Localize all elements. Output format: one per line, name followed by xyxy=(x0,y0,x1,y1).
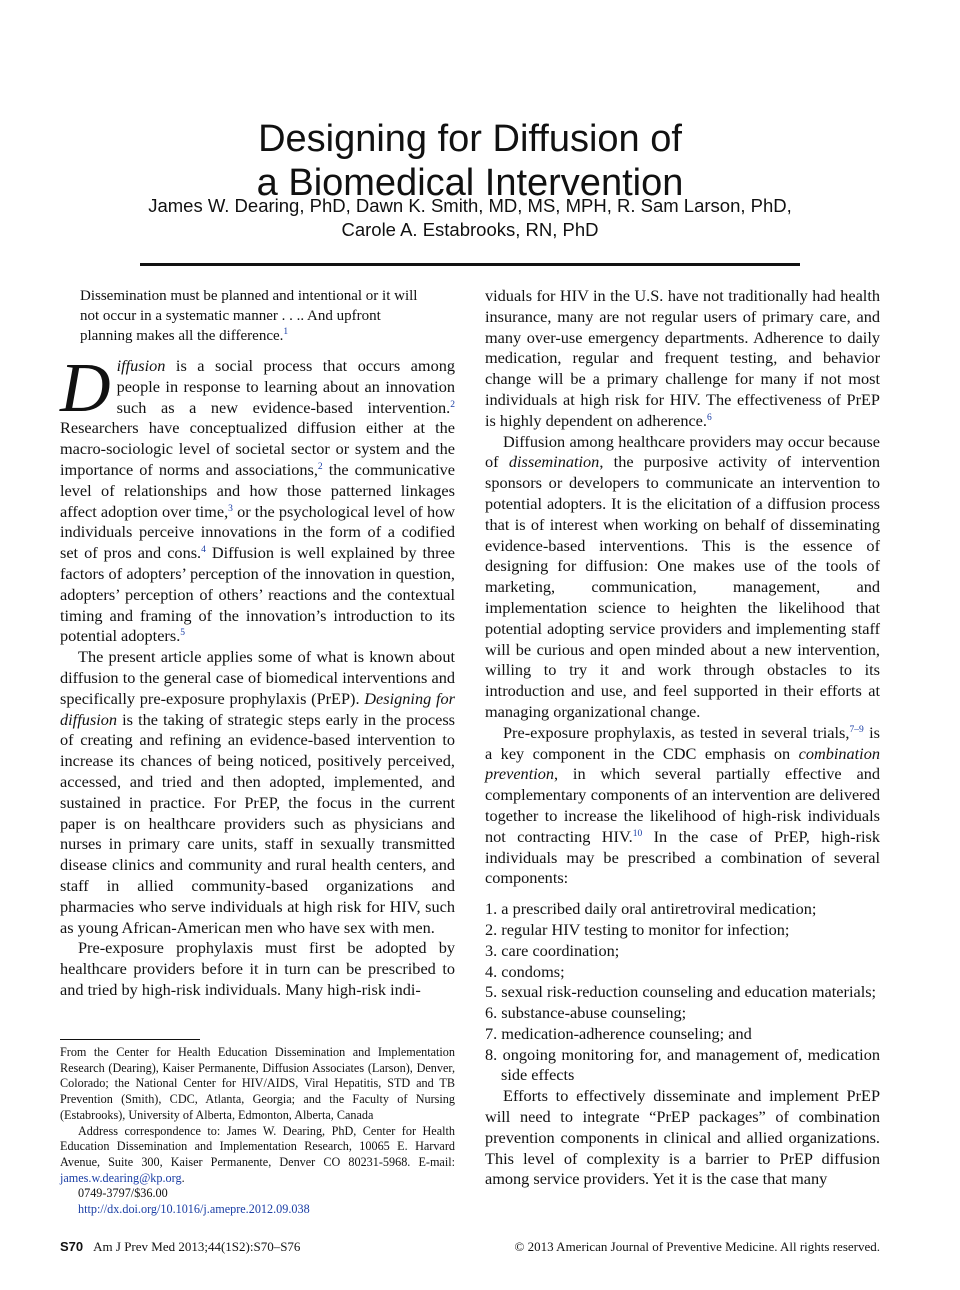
citation-ref[interactable]: 3 xyxy=(228,503,233,514)
email-link[interactable]: james.w.dearing@kp.org xyxy=(60,1170,182,1185)
title-line-1: Designing for Diffusion of xyxy=(258,118,682,161)
title-divider xyxy=(140,263,800,266)
italic-term: Designing for diffusion xyxy=(60,688,455,729)
citation-ref[interactable]: 4 xyxy=(201,545,206,556)
text-span: In the case of PrEP, high-risk individuals may be prescribed a combination of several components: xyxy=(485,826,881,888)
citation-ref[interactable]: 5 xyxy=(180,628,186,639)
citation-ref[interactable]: 7–9 xyxy=(849,724,864,735)
text-span: Diffusion is well explained by three factors of adopters’ perception of the innovation in question, adopters’ perception of others’ reactions and the contextual timing and framing of the innovation’s introduction to its potential adopters. xyxy=(60,543,455,646)
text-span: Pre-exposure prophylaxis, as tested in several trials, xyxy=(503,722,850,742)
list-item: 3. care coordination; xyxy=(485,940,620,960)
text-span: , in which several partially effective and complementary components of an intervention are delivered together to increase the likelihood of high-risk individuals not contracting HIV. xyxy=(485,764,880,846)
text-span: . xyxy=(181,1170,185,1185)
text-span: Diffusion among healthcare providers may occur because of xyxy=(485,431,880,472)
paragraph-prep xyxy=(485,723,880,889)
paragraph-2 xyxy=(60,647,455,938)
footnote-divider xyxy=(60,1039,200,1040)
list-item: 6. substance-abuse counseling; xyxy=(485,1003,687,1023)
article-title xyxy=(0,117,940,205)
citation-ref[interactable]: 10 xyxy=(632,828,643,839)
page-footer-left xyxy=(60,1238,300,1256)
affiliations-footnote xyxy=(60,1045,455,1218)
text-span: is a social process that occurs among people in response to learning about an innovation such as a new evidence-based intervention. xyxy=(116,356,455,417)
italic-term: combination prevention xyxy=(485,743,880,784)
doi-link[interactable]: http://dx.doi.org/10.1016/j.amepre.2012.09.038 xyxy=(78,1202,310,1217)
authors-line-1: James W. Dearing, PhD, Dawn K. Smith, MD, MS, MPH, R. Sam Larson, PhD, xyxy=(148,195,792,216)
citation-ref[interactable]: 1 xyxy=(283,327,289,337)
text-span: is a key component in the CDC emphasis on xyxy=(485,722,880,763)
paragraph-efforts: Efforts to effectively disseminate and implement PrEP will need to integrate “PrEP packages” of combination prevention components in clinical and allied organizations. This level of complexity is a barrier to PrEP diffusion among service providers. Yet it is the case that many xyxy=(485,1086,880,1189)
list-item: 5. sexual risk-reduction counseling and education materials; xyxy=(485,982,877,1002)
italic-term: iffusion xyxy=(116,356,166,375)
text-span: The present article applies some of what is known about diffusion to the general case of biomedical interventions and specifically pre-exposure prophylaxis (PrEP). xyxy=(60,647,455,708)
list-item: 4. condoms; xyxy=(485,961,565,981)
issn-price: 0749-3797/$36.00 xyxy=(78,1186,168,1201)
components-list xyxy=(485,899,880,1086)
citation-ref[interactable]: 6 xyxy=(706,412,712,423)
paragraph-dissemination xyxy=(485,432,880,723)
drop-cap: D xyxy=(60,350,111,427)
text-span: , the purposive activity of intervention sponsors or developers to communicate an intervention to potential adopters. It is the elicitation of a diffusion process that is of interest when working on behalf of disseminating evidence-based interventions. This is the essence of designing for diffusion: One makes use of the tools of marketing, communication, management, and implementation science to heighten the likelihood that potential adopting service providers and implementing staff will be curious and open minded about a new intervention, willing to try it and work through obstacles to its introduction and use, and feel supported in their efforts at managing organizational change. xyxy=(485,452,880,721)
text-span: Address correspondence to: James W. Dearing, PhD, Center for Health Education Dissemination and Implementation Research, 10065 E. Harvard Avenue, Suite 300, Kaiser Permanente, Denver CO 80231-5968. E-mail: xyxy=(60,1123,455,1169)
page-number: S70 xyxy=(60,1239,84,1254)
paragraph-continued xyxy=(485,286,880,432)
affiliation-from: From the Center for Health Education Dissemination and Implementation Research (Dearing), Kaiser Permanente, Diffusion Associates (Larson), Denver, Colorado; the National Center for HIV/AIDS, Viral Hepatitis, STD and TB Prevention (Smith), CDC, Atlanta, Georgia; and the Faculty of Nursing (Estabrooks), University of Alberta, Edmonton, Alberta, Canada xyxy=(60,1045,455,1122)
text-span: Researchers have conceptualized diffusion either at the macro-sociologic level of societal sector or system and the importance of norms and associations, xyxy=(60,418,455,479)
copyright-notice: © 2013 American Journal of Preventive Medicine. All rights reserved. xyxy=(514,1239,880,1254)
authors-line-2: Carole A. Estabrooks, RN, PhD xyxy=(341,219,599,240)
title-line-2: a Biomedical Intervention xyxy=(256,162,684,205)
paragraph-1 xyxy=(60,350,455,647)
epigraph-text: Dissemination must be planned and intentional or it will not occur in a systematic manner . . .. And upfront planning makes all the difference. xyxy=(80,288,418,344)
author-list xyxy=(0,194,940,242)
list-item: 7. medication-adherence counseling; and xyxy=(485,1023,752,1043)
epigraph xyxy=(60,286,455,346)
paragraph-3: Pre-exposure prophylaxis must first be adopted by healthcare providers before it in turn can be prescribed to and tried by high-risk individuals. Many high-risk indi- xyxy=(60,938,455,999)
text-span: the communicative level of relationships and how those patterned linkages affect adoption over time, xyxy=(60,459,455,521)
text-span: is the taking of strategic steps early in the process of creating and refining an evidence-based intervention to increase its chances of being noticed, positively perceived, accessed, and tried and then adopted, implemented, and sustained in practice. For PrEP, the focus in the current paper is on healthcare providers such as physicians and nurses in primary care units, staff in sexually transmitted disease clinics and community and rural health centers, and staff in allied community-based organizations and pharmacies who serve individuals at high risk for HIV, such as young African-American men who have sex with men. xyxy=(60,709,455,937)
text-span: or the psychological level of how individuals perceive innovations in the form of a codified set of pros and cons. xyxy=(60,501,455,563)
right-column xyxy=(485,286,880,1190)
list-item: 2. regular HIV testing to monitor for infection; xyxy=(485,919,790,939)
left-column xyxy=(60,286,455,1001)
citation-ref[interactable]: 2 xyxy=(450,399,455,410)
text-span: viduals for HIV in the U.S. have not traditionally had health insurance, many are not regular users of primary care, and many over-use emergency departments. Adherence to daily medication, regular and frequent testing, and behavior change will be a primary challenge for many if not most individuals at high risk for HIV. The effectiveness of PrEP is highly dependent on adherence. xyxy=(485,286,880,430)
list-item: 8. ongoing monitoring for, and management of, medication side effects xyxy=(485,1044,880,1085)
correspondence-address xyxy=(60,1124,455,1187)
list-item: 1. a prescribed daily oral antiretroviral medication; xyxy=(485,899,817,919)
citation-ref[interactable]: 2 xyxy=(317,461,323,472)
italic-term: dissemination xyxy=(508,452,600,472)
journal-citation: Am J Prev Med 2013;44(1S2):S70–S76 xyxy=(93,1239,301,1254)
